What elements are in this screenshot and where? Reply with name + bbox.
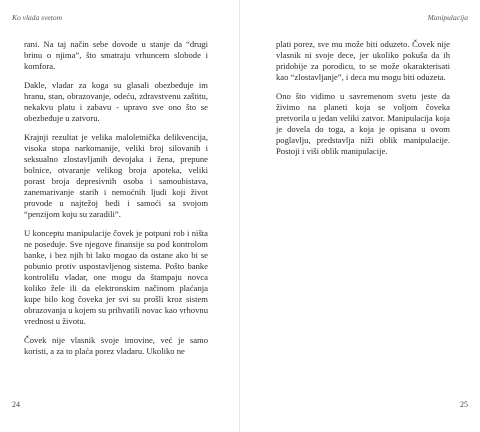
paragraph: U konceptu manipulacije čovek je potpuni rob i ništa ne poseduje. Sve njegove finansije su pod kontrolom banke, i bez njih bi lako mogao da ostane ako bi se pobunio protiv uspostavljenog sistema. Pošto banke kontrolišu vladar, one mogu da štampaju novca koliko žele ili da elektronskim načinom plaćanja kupe bilo kog čoveka jer svi su prošli kroz sistem obrazovanja u kojem su prihvatili novac kao vrhovnu vrednost u životu.: [24, 228, 208, 326]
paragraph: rani. Na taj način sebe dovode u stanje da “drugi brinu o njima”, što smatraju vrhuncem slobode i komfora.: [24, 39, 208, 71]
left-page-body: [24, 39, 208, 365]
right-page-body: [276, 39, 450, 165]
right-running-head: Manipulacija: [427, 13, 468, 22]
left-page-number: 24: [12, 400, 20, 409]
left-running-head: Ko vlada svetom: [12, 13, 62, 22]
paragraph: Ono što vidimo u savremenom svetu jeste da živimo na planeti koja se voljom čoveka pretvorila u jedan veliki zatvor. Manipulacija koja je dovela do toga, a koja je opisana u ovom poglavlju, predstavlja niži oblik manipulacije. Postoji i viši oblik manipulacije.: [276, 91, 450, 156]
right-page: [240, 0, 480, 432]
paragraph: Čovek nije vlasnik svoje imovine, već je samo koristi, a za to plaća porez vladaru. Ukoliko ne: [24, 335, 208, 356]
paragraph: Dakle, vladar za koga su glasali obezbeđuje im hranu, stan, obrazovanje, odeću, zdravstvenu zaštitu, nekakvu platu i zabavu - upravo sve ono što se obezbeđuje u zatvoru.: [24, 80, 208, 123]
paragraph: Krajnji rezultat je velika maloletnička delikvencija, visoka stopa narkomanije, veliki broj silovanih i seksualno zlostavljanih devojaka i žena, prepune bolnice, otvaranje velikog broja apoteka, veliki porast broja depresivnih osoba i samoubistava, zanemarivanje starih i nemoćnih ljudi koji život provode u najtežoj bedi i samoći sa svojom “penzijom koju su zaradili”.: [24, 132, 208, 219]
paragraph: plati porez, sve mu može biti oduzeto. Čovek nije vlasnik ni svoje dece, jer ukoliko pokuša da ih pridobije za porodicu, to se može okarakterisati kao “zlostavljanje”, i deca mu mogu biti oduzeta.: [276, 39, 450, 82]
right-page-number: 25: [460, 400, 468, 409]
